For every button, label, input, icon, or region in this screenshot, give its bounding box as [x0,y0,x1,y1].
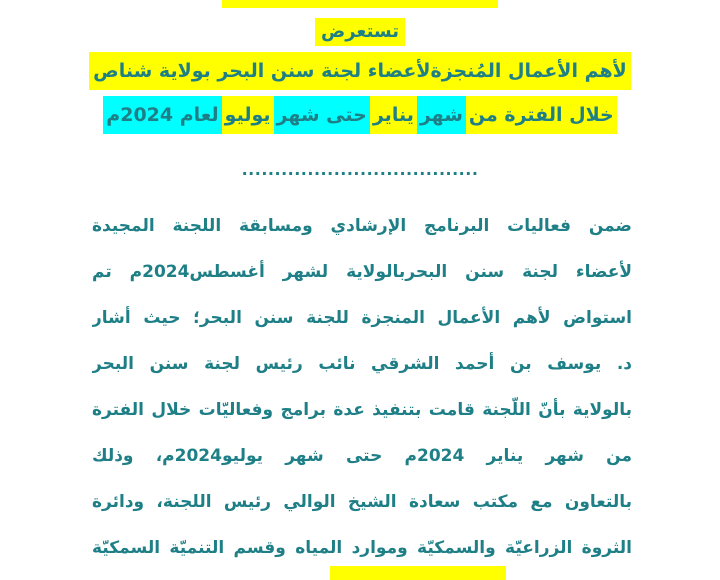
body-line: لأعضاء لجنة سنن البحربالولاية لشهر أغسطس2024م تم [92,262,632,282]
heading-line-2: لأهم الأعمال المُنجزةلأعضاء لجنة سنن البحر بولاية شناص [89,52,631,90]
body-line: بالولاية بأنّ اللّجنة قامت بتنفيذ عدة برامج وفعاليّات خلال الفترة [92,400,632,420]
document-heading [0,18,720,136]
top-highlight-bar [222,0,498,8]
heading-seg-period: خلال الفترة من [466,96,617,134]
body-line: الثروة الزراعيّة والسمكيّة وموارد المياه وقسم التنميّة السمكيّة [92,538,632,558]
heading-seg-july: يوليو [222,96,274,134]
body-line: ضمن فعاليات البرنامج الإرشادي ومسابقة اللجنة المجيدة [92,216,632,236]
heading-line-1 [0,18,720,46]
heading-intro: تستعرض [315,18,405,46]
article-body [92,203,632,571]
body-line: د. يوسف بن أحمد الشرقي نائب رئيس لجنة سنن البحر [92,354,632,374]
heading-seg-until-month: حتى شهر [274,96,370,134]
body-line: استواض لأهم الأعمال المنجزة للجنة سنن البحر؛ حيث أشار [92,308,632,328]
heading-line-3-row [0,96,720,136]
bottom-highlight-bar [330,566,506,580]
heading-line-2-row [0,52,720,92]
heading-seg-month: شهر [417,96,466,134]
heading-seg-january: يناير [370,96,417,134]
heading-seg-year: لعام 2024م [103,96,221,134]
body-line: بالتعاون مع مكتب سعادة الشيخ الوالي رئيس اللجنة، ودائرة [92,492,632,512]
body-line: من شهر يناير 2024م حتى شهر يوليو2024م، وذلك [92,446,632,466]
heading-line-3 [103,96,616,134]
dotted-separator: .................................... [241,160,479,179]
